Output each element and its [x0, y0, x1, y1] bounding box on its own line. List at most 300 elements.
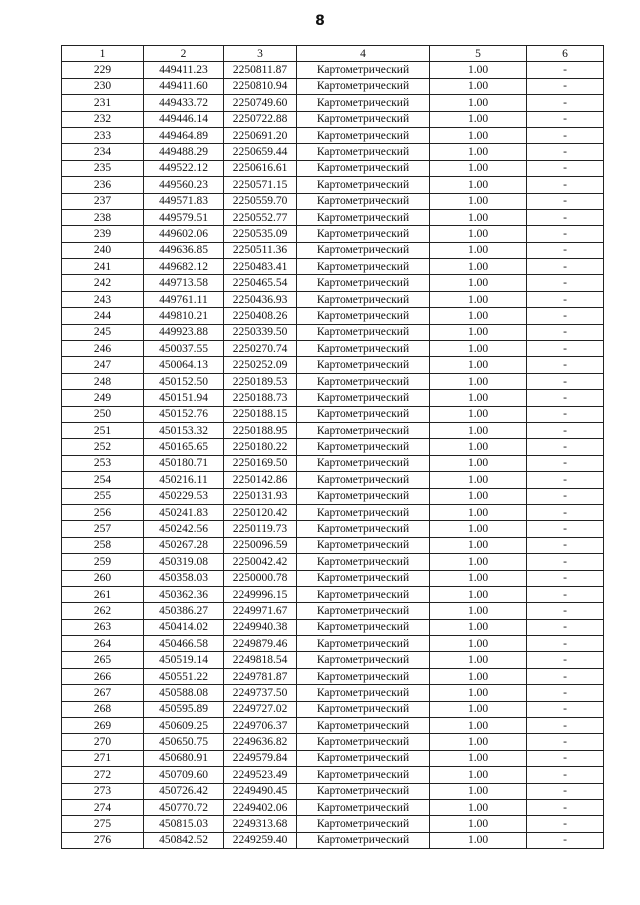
x-coordinate-cell: 450151.94: [144, 390, 224, 406]
table-row: [62, 291, 604, 307]
note-cell: -: [527, 291, 604, 307]
table-row: [62, 390, 604, 406]
method-cell: Картометрический: [297, 78, 430, 94]
method-cell: Картометрический: [297, 259, 430, 275]
table-row: [62, 750, 604, 766]
y-coordinate-cell: 2250119.73: [224, 521, 297, 537]
method-cell: Картометрический: [297, 275, 430, 291]
method-cell: Картометрический: [297, 619, 430, 635]
accuracy-cell: 1.00: [430, 619, 527, 635]
point-number-cell: 276: [62, 832, 144, 848]
method-cell: Картометрический: [297, 570, 430, 586]
note-cell: -: [527, 160, 604, 176]
x-coordinate-cell: 449602.06: [144, 226, 224, 242]
method-cell: Картометрический: [297, 308, 430, 324]
method-cell: Картометрический: [297, 799, 430, 815]
method-cell: Картометрический: [297, 226, 430, 242]
x-coordinate-cell: 449923.88: [144, 324, 224, 340]
note-cell: -: [527, 783, 604, 799]
point-number-cell: 234: [62, 144, 144, 160]
method-cell: Картометрический: [297, 668, 430, 684]
accuracy-cell: 1.00: [430, 62, 527, 78]
point-number-cell: 242: [62, 275, 144, 291]
point-number-cell: 231: [62, 95, 144, 111]
x-coordinate-cell: 450267.28: [144, 537, 224, 553]
accuracy-cell: 1.00: [430, 734, 527, 750]
y-coordinate-cell: 2250571.15: [224, 177, 297, 193]
accuracy-cell: 1.00: [430, 472, 527, 488]
accuracy-cell: 1.00: [430, 636, 527, 652]
y-coordinate-cell: 2249879.46: [224, 636, 297, 652]
x-coordinate-cell: 450609.25: [144, 718, 224, 734]
accuracy-cell: 1.00: [430, 275, 527, 291]
point-number-cell: 249: [62, 390, 144, 406]
accuracy-cell: 1.00: [430, 652, 527, 668]
table-row: [62, 341, 604, 357]
x-coordinate-cell: 450680.91: [144, 750, 224, 766]
method-cell: Картометрический: [297, 177, 430, 193]
x-coordinate-cell: 449488.29: [144, 144, 224, 160]
table-row: [62, 521, 604, 537]
table-row: [62, 406, 604, 422]
table-row: [62, 111, 604, 127]
accuracy-cell: 1.00: [430, 291, 527, 307]
method-cell: Картометрический: [297, 783, 430, 799]
accuracy-cell: 1.00: [430, 816, 527, 832]
coordinates-table: [61, 45, 604, 849]
accuracy-cell: 1.00: [430, 504, 527, 520]
accuracy-cell: 1.00: [430, 341, 527, 357]
x-coordinate-cell: 450726.42: [144, 783, 224, 799]
point-number-cell: 274: [62, 799, 144, 815]
note-cell: -: [527, 472, 604, 488]
note-cell: -: [527, 488, 604, 504]
x-coordinate-cell: 450551.22: [144, 668, 224, 684]
accuracy-cell: 1.00: [430, 521, 527, 537]
point-number-cell: 244: [62, 308, 144, 324]
accuracy-cell: 1.00: [430, 799, 527, 815]
x-coordinate-cell: 449579.51: [144, 209, 224, 225]
accuracy-cell: 1.00: [430, 455, 527, 471]
y-coordinate-cell: 2250810.94: [224, 78, 297, 94]
point-number-cell: 238: [62, 209, 144, 225]
note-cell: -: [527, 78, 604, 94]
accuracy-cell: 1.00: [430, 701, 527, 717]
x-coordinate-cell: 450229.53: [144, 488, 224, 504]
point-number-cell: 250: [62, 406, 144, 422]
note-cell: -: [527, 750, 604, 766]
x-coordinate-cell: 450842.52: [144, 832, 224, 848]
y-coordinate-cell: 2249940.38: [224, 619, 297, 635]
note-cell: -: [527, 390, 604, 406]
y-coordinate-cell: 2250436.93: [224, 291, 297, 307]
table-row: [62, 177, 604, 193]
x-coordinate-cell: 450153.32: [144, 422, 224, 438]
x-coordinate-cell: 449636.85: [144, 242, 224, 258]
y-coordinate-cell: 2250188.15: [224, 406, 297, 422]
note-cell: -: [527, 603, 604, 619]
method-cell: Картометрический: [297, 750, 430, 766]
method-cell: Картометрический: [297, 242, 430, 258]
x-coordinate-cell: 449411.23: [144, 62, 224, 78]
accuracy-cell: 1.00: [430, 390, 527, 406]
accuracy-cell: 1.00: [430, 570, 527, 586]
y-coordinate-cell: 2250483.41: [224, 259, 297, 275]
table-row: [62, 472, 604, 488]
y-coordinate-cell: 2249727.02: [224, 701, 297, 717]
point-number-cell: 232: [62, 111, 144, 127]
method-cell: Картометрический: [297, 209, 430, 225]
accuracy-cell: 1.00: [430, 718, 527, 734]
table-row: [62, 586, 604, 602]
x-coordinate-cell: 450152.76: [144, 406, 224, 422]
note-cell: -: [527, 718, 604, 734]
table-row: [62, 701, 604, 717]
note-cell: -: [527, 127, 604, 143]
note-cell: -: [527, 193, 604, 209]
accuracy-cell: 1.00: [430, 209, 527, 225]
note-cell: -: [527, 586, 604, 602]
y-coordinate-cell: 2250188.73: [224, 390, 297, 406]
table-row: [62, 373, 604, 389]
point-number-cell: 252: [62, 439, 144, 455]
y-coordinate-cell: 2249259.40: [224, 832, 297, 848]
note-cell: -: [527, 341, 604, 357]
x-coordinate-cell: 450165.65: [144, 439, 224, 455]
table-row: [62, 324, 604, 340]
method-cell: Картометрический: [297, 127, 430, 143]
note-cell: -: [527, 177, 604, 193]
y-coordinate-cell: 2249579.84: [224, 750, 297, 766]
point-number-cell: 230: [62, 78, 144, 94]
y-coordinate-cell: 2250096.59: [224, 537, 297, 553]
table-row: [62, 62, 604, 78]
point-number-cell: 241: [62, 259, 144, 275]
table-row: [62, 357, 604, 373]
x-coordinate-cell: 450466.58: [144, 636, 224, 652]
table-row: [62, 209, 604, 225]
accuracy-cell: 1.00: [430, 78, 527, 94]
x-coordinate-cell: 450241.83: [144, 504, 224, 520]
y-coordinate-cell: 2250691.20: [224, 127, 297, 143]
y-coordinate-cell: 2250180.22: [224, 439, 297, 455]
method-cell: Картометрический: [297, 832, 430, 848]
y-coordinate-cell: 2249996.15: [224, 586, 297, 602]
point-number-cell: 253: [62, 455, 144, 471]
method-cell: Картометрический: [297, 603, 430, 619]
accuracy-cell: 1.00: [430, 308, 527, 324]
table-row: [62, 767, 604, 783]
point-number-cell: 275: [62, 816, 144, 832]
accuracy-cell: 1.00: [430, 406, 527, 422]
point-number-cell: 262: [62, 603, 144, 619]
note-cell: -: [527, 62, 604, 78]
table-row: [62, 259, 604, 275]
accuracy-cell: 1.00: [430, 554, 527, 570]
note-cell: -: [527, 652, 604, 668]
method-cell: Картометрический: [297, 586, 430, 602]
method-cell: Картометрический: [297, 767, 430, 783]
column-header: 6: [527, 46, 604, 62]
accuracy-cell: 1.00: [430, 537, 527, 553]
point-number-cell: 237: [62, 193, 144, 209]
point-number-cell: 245: [62, 324, 144, 340]
table-row: [62, 455, 604, 471]
note-cell: -: [527, 275, 604, 291]
accuracy-cell: 1.00: [430, 586, 527, 602]
point-number-cell: 270: [62, 734, 144, 750]
accuracy-cell: 1.00: [430, 160, 527, 176]
y-coordinate-cell: 2249706.37: [224, 718, 297, 734]
y-coordinate-cell: 2249636.82: [224, 734, 297, 750]
y-coordinate-cell: 2250559.70: [224, 193, 297, 209]
table-row: [62, 537, 604, 553]
y-coordinate-cell: 2249402.06: [224, 799, 297, 815]
y-coordinate-cell: 2250188.95: [224, 422, 297, 438]
note-cell: -: [527, 832, 604, 848]
table-row: [62, 832, 604, 848]
method-cell: Картометрический: [297, 652, 430, 668]
point-number-cell: 251: [62, 422, 144, 438]
note-cell: -: [527, 685, 604, 701]
table-row: [62, 308, 604, 324]
note-cell: -: [527, 570, 604, 586]
column-header: 2: [144, 46, 224, 62]
accuracy-cell: 1.00: [430, 324, 527, 340]
method-cell: Картометрический: [297, 685, 430, 701]
note-cell: -: [527, 226, 604, 242]
y-coordinate-cell: 2249818.54: [224, 652, 297, 668]
note-cell: -: [527, 554, 604, 570]
x-coordinate-cell: 450815.03: [144, 816, 224, 832]
accuracy-cell: 1.00: [430, 685, 527, 701]
accuracy-cell: 1.00: [430, 603, 527, 619]
table-row: [62, 668, 604, 684]
accuracy-cell: 1.00: [430, 668, 527, 684]
table-row: [62, 504, 604, 520]
note-cell: -: [527, 308, 604, 324]
x-coordinate-cell: 449446.14: [144, 111, 224, 127]
x-coordinate-cell: 449560.23: [144, 177, 224, 193]
table-row: [62, 636, 604, 652]
y-coordinate-cell: 2249971.67: [224, 603, 297, 619]
point-number-cell: 240: [62, 242, 144, 258]
point-number-cell: 248: [62, 373, 144, 389]
table-row: [62, 95, 604, 111]
table-row: [62, 685, 604, 701]
accuracy-cell: 1.00: [430, 177, 527, 193]
table-row: [62, 603, 604, 619]
y-coordinate-cell: 2249313.68: [224, 816, 297, 832]
x-coordinate-cell: 450152.50: [144, 373, 224, 389]
accuracy-cell: 1.00: [430, 111, 527, 127]
method-cell: Картометрический: [297, 406, 430, 422]
table-row: [62, 275, 604, 291]
note-cell: -: [527, 734, 604, 750]
table-row: [62, 554, 604, 570]
method-cell: Картометрический: [297, 488, 430, 504]
method-cell: Картометрический: [297, 324, 430, 340]
table-row: [62, 193, 604, 209]
x-coordinate-cell: 449522.12: [144, 160, 224, 176]
note-cell: -: [527, 504, 604, 520]
y-coordinate-cell: 2250042.42: [224, 554, 297, 570]
method-cell: Картометрический: [297, 357, 430, 373]
accuracy-cell: 1.00: [430, 357, 527, 373]
y-coordinate-cell: 2250000.78: [224, 570, 297, 586]
point-number-cell: 257: [62, 521, 144, 537]
point-number-cell: 239: [62, 226, 144, 242]
method-cell: Картометрический: [297, 718, 430, 734]
accuracy-cell: 1.00: [430, 259, 527, 275]
note-cell: -: [527, 324, 604, 340]
point-number-cell: 266: [62, 668, 144, 684]
method-cell: Картометрический: [297, 504, 430, 520]
y-coordinate-cell: 2249781.87: [224, 668, 297, 684]
note-cell: -: [527, 209, 604, 225]
point-number-cell: 236: [62, 177, 144, 193]
note-cell: -: [527, 455, 604, 471]
x-coordinate-cell: 449433.72: [144, 95, 224, 111]
x-coordinate-cell: 450064.13: [144, 357, 224, 373]
point-number-cell: 273: [62, 783, 144, 799]
note-cell: -: [527, 373, 604, 389]
y-coordinate-cell: 2250270.74: [224, 341, 297, 357]
x-coordinate-cell: 450216.11: [144, 472, 224, 488]
method-cell: Картометрический: [297, 422, 430, 438]
note-cell: -: [527, 636, 604, 652]
note-cell: -: [527, 537, 604, 553]
accuracy-cell: 1.00: [430, 783, 527, 799]
method-cell: Картометрический: [297, 472, 430, 488]
x-coordinate-cell: 449571.83: [144, 193, 224, 209]
y-coordinate-cell: 2250811.87: [224, 62, 297, 78]
table-row: [62, 242, 604, 258]
note-cell: -: [527, 701, 604, 717]
method-cell: Картометрический: [297, 816, 430, 832]
table-body: [62, 62, 604, 849]
table-row: [62, 619, 604, 635]
column-header: 1: [62, 46, 144, 62]
y-coordinate-cell: 2250465.54: [224, 275, 297, 291]
note-cell: -: [527, 816, 604, 832]
point-number-cell: 267: [62, 685, 144, 701]
table-row: [62, 78, 604, 94]
note-cell: -: [527, 144, 604, 160]
table-header-row: [62, 46, 604, 62]
table-row: [62, 783, 604, 799]
x-coordinate-cell: 450319.08: [144, 554, 224, 570]
column-header: 3: [224, 46, 297, 62]
y-coordinate-cell: 2250339.50: [224, 324, 297, 340]
table-row: [62, 718, 604, 734]
point-number-cell: 265: [62, 652, 144, 668]
point-number-cell: 255: [62, 488, 144, 504]
table-row: [62, 734, 604, 750]
accuracy-cell: 1.00: [430, 832, 527, 848]
x-coordinate-cell: 450242.56: [144, 521, 224, 537]
note-cell: -: [527, 767, 604, 783]
x-coordinate-cell: 449713.58: [144, 275, 224, 291]
accuracy-cell: 1.00: [430, 127, 527, 143]
table-row: [62, 816, 604, 832]
y-coordinate-cell: 2250616.61: [224, 160, 297, 176]
point-number-cell: 254: [62, 472, 144, 488]
accuracy-cell: 1.00: [430, 193, 527, 209]
note-cell: -: [527, 439, 604, 455]
y-coordinate-cell: 2250142.86: [224, 472, 297, 488]
note-cell: -: [527, 111, 604, 127]
note-cell: -: [527, 619, 604, 635]
method-cell: Картометрический: [297, 390, 430, 406]
x-coordinate-cell: 450588.08: [144, 685, 224, 701]
y-coordinate-cell: 2249523.49: [224, 767, 297, 783]
accuracy-cell: 1.00: [430, 95, 527, 111]
x-coordinate-cell: 450362.36: [144, 586, 224, 602]
point-number-cell: 243: [62, 291, 144, 307]
method-cell: Картометрический: [297, 455, 430, 471]
table-row: [62, 570, 604, 586]
method-cell: Картометрический: [297, 554, 430, 570]
x-coordinate-cell: 449682.12: [144, 259, 224, 275]
point-number-cell: 229: [62, 62, 144, 78]
point-number-cell: 263: [62, 619, 144, 635]
note-cell: -: [527, 521, 604, 537]
y-coordinate-cell: 2250408.26: [224, 308, 297, 324]
note-cell: -: [527, 406, 604, 422]
note-cell: -: [527, 242, 604, 258]
table-row: [62, 127, 604, 143]
method-cell: Картометрический: [297, 62, 430, 78]
note-cell: -: [527, 799, 604, 815]
point-number-cell: 261: [62, 586, 144, 602]
y-coordinate-cell: 2250131.93: [224, 488, 297, 504]
point-number-cell: 259: [62, 554, 144, 570]
column-header: 4: [297, 46, 430, 62]
method-cell: Картометрический: [297, 439, 430, 455]
page-number: 8: [315, 13, 325, 29]
table-row: [62, 226, 604, 242]
note-cell: -: [527, 259, 604, 275]
x-coordinate-cell: 450386.27: [144, 603, 224, 619]
point-number-cell: 258: [62, 537, 144, 553]
point-number-cell: 271: [62, 750, 144, 766]
method-cell: Картометрический: [297, 144, 430, 160]
accuracy-cell: 1.00: [430, 767, 527, 783]
x-coordinate-cell: 450650.75: [144, 734, 224, 750]
point-number-cell: 264: [62, 636, 144, 652]
method-cell: Картометрический: [297, 111, 430, 127]
accuracy-cell: 1.00: [430, 439, 527, 455]
table-row: [62, 799, 604, 815]
x-coordinate-cell: 449761.11: [144, 291, 224, 307]
method-cell: Картометрический: [297, 636, 430, 652]
y-coordinate-cell: 2250722.88: [224, 111, 297, 127]
point-number-cell: 256: [62, 504, 144, 520]
x-coordinate-cell: 450037.55: [144, 341, 224, 357]
table-row: [62, 652, 604, 668]
accuracy-cell: 1.00: [430, 750, 527, 766]
accuracy-cell: 1.00: [430, 422, 527, 438]
accuracy-cell: 1.00: [430, 373, 527, 389]
method-cell: Картометрический: [297, 193, 430, 209]
y-coordinate-cell: 2250659.44: [224, 144, 297, 160]
table-row: [62, 422, 604, 438]
y-coordinate-cell: 2249490.45: [224, 783, 297, 799]
note-cell: -: [527, 357, 604, 373]
y-coordinate-cell: 2250120.42: [224, 504, 297, 520]
point-number-cell: 233: [62, 127, 144, 143]
